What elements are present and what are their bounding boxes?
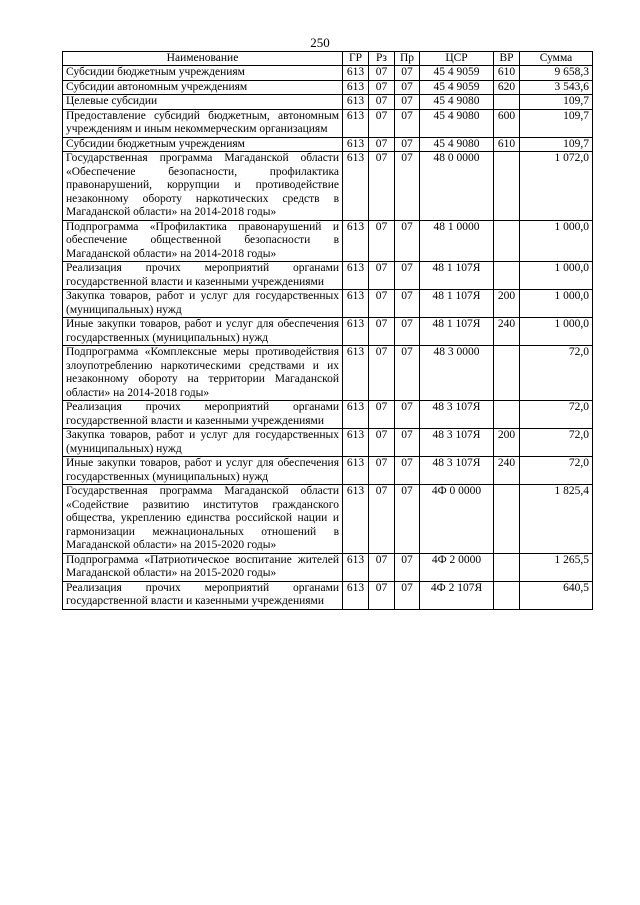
- row-csr-cell: 48 0 0000: [420, 152, 494, 221]
- row-name-cell: Целевые субсидии: [63, 95, 343, 110]
- row-name-cell: Закупка товаров, работ и услуг для государственных (муниципальных) нужд: [63, 290, 343, 318]
- row-csr-cell: 48 3 107Я: [420, 429, 494, 457]
- row-rz-cell: 07: [369, 401, 395, 429]
- row-gr-cell: 613: [343, 262, 369, 290]
- row-gr-cell: 613: [343, 80, 369, 95]
- row-pr-cell: 07: [395, 553, 420, 581]
- row-sum-cell: 109,7: [520, 109, 593, 137]
- row-sum-cell: 1 000,0: [520, 290, 593, 318]
- row-name-cell: Реализация прочих мероприятий органами государственной власти и казенными учреждениями: [63, 262, 343, 290]
- row-vr-cell: [494, 220, 520, 262]
- row-rz-cell: 07: [369, 80, 395, 95]
- row-csr-cell: 45 4 9059: [420, 66, 494, 81]
- row-rz-cell: 07: [369, 485, 395, 554]
- row-rz-cell: 07: [369, 220, 395, 262]
- table-row: [63, 66, 593, 81]
- row-rz-cell: 07: [369, 346, 395, 401]
- row-name-cell: Государственная программа Магаданской области «Обеспечение безопасности, профилактика правонарушений, коррупции и противодействие незаконному обороту наркотических средств в Магаданской области» на 2014-2018 годы»: [63, 152, 343, 221]
- table-row: [63, 137, 593, 152]
- row-rz-cell: 07: [369, 109, 395, 137]
- row-sum-cell: 3 543,6: [520, 80, 593, 95]
- table-body: [63, 66, 593, 610]
- row-csr-cell: 45 4 9080: [420, 95, 494, 110]
- table-row: [63, 318, 593, 346]
- row-vr-cell: [494, 346, 520, 401]
- row-rz-cell: 07: [369, 457, 395, 485]
- row-pr-cell: 07: [395, 262, 420, 290]
- row-gr-cell: 613: [343, 457, 369, 485]
- table-row: [63, 262, 593, 290]
- row-vr-cell: 200: [494, 290, 520, 318]
- row-csr-cell: 48 1 107Я: [420, 290, 494, 318]
- row-vr-cell: [494, 553, 520, 581]
- row-pr-cell: 07: [395, 109, 420, 137]
- row-pr-cell: 07: [395, 66, 420, 81]
- row-csr-cell: 48 3 107Я: [420, 401, 494, 429]
- row-name-cell: Подпрограмма «Патриотическое воспитание жителей Магаданской области» на 2015-2020 годы»: [63, 553, 343, 581]
- table-row: [63, 457, 593, 485]
- row-gr-cell: 613: [343, 581, 369, 609]
- row-rz-cell: 07: [369, 66, 395, 81]
- row-name-cell: Реализация прочих мероприятий органами государственной власти и казенными учреждениями: [63, 401, 343, 429]
- table-row: [63, 581, 593, 609]
- table-row: [63, 109, 593, 137]
- row-rz-cell: 07: [369, 553, 395, 581]
- row-vr-cell: 610: [494, 137, 520, 152]
- row-name-cell: Субсидии бюджетным учреждениям: [63, 137, 343, 152]
- header-row: [63, 52, 593, 66]
- row-vr-cell: [494, 152, 520, 221]
- row-rz-cell: 07: [369, 318, 395, 346]
- row-sum-cell: 1 000,0: [520, 262, 593, 290]
- row-gr-cell: 613: [343, 346, 369, 401]
- row-pr-cell: 07: [395, 581, 420, 609]
- row-sum-cell: 72,0: [520, 429, 593, 457]
- row-gr-cell: 613: [343, 109, 369, 137]
- row-name-cell: Субсидии бюджетным учреждениям: [63, 66, 343, 81]
- budget-table: [62, 51, 593, 610]
- row-name-cell: Закупка товаров, работ и услуг для государственных (муниципальных) нужд: [63, 429, 343, 457]
- column-header-sum: Сумма: [520, 52, 593, 66]
- row-vr-cell: [494, 95, 520, 110]
- row-pr-cell: 07: [395, 401, 420, 429]
- row-sum-cell: 72,0: [520, 346, 593, 401]
- row-vr-cell: 620: [494, 80, 520, 95]
- row-vr-cell: 240: [494, 457, 520, 485]
- row-sum-cell: 1 825,4: [520, 485, 593, 554]
- row-rz-cell: 07: [369, 429, 395, 457]
- row-csr-cell: 48 1 0000: [420, 220, 494, 262]
- row-csr-cell: 48 3 107Я: [420, 457, 494, 485]
- row-csr-cell: 45 4 9080: [420, 109, 494, 137]
- row-csr-cell: 48 3 0000: [420, 346, 494, 401]
- row-name-cell: Иные закупки товаров, работ и услуг для обеспечения государственных (муниципальных) нужд: [63, 457, 343, 485]
- table-row: [63, 429, 593, 457]
- row-pr-cell: 07: [395, 429, 420, 457]
- row-sum-cell: 72,0: [520, 401, 593, 429]
- row-gr-cell: 613: [343, 553, 369, 581]
- page-number: 250: [310, 35, 330, 50]
- row-csr-cell: 4Ф 0 0000: [420, 485, 494, 554]
- row-name-cell: Субсидии автономным учреждениям: [63, 80, 343, 95]
- row-gr-cell: 613: [343, 220, 369, 262]
- row-sum-cell: 1 000,0: [520, 220, 593, 262]
- row-sum-cell: 1 000,0: [520, 318, 593, 346]
- row-pr-cell: 07: [395, 220, 420, 262]
- row-sum-cell: 72,0: [520, 457, 593, 485]
- column-header-csr: ЦСР: [420, 52, 494, 66]
- table-row: [63, 152, 593, 221]
- row-gr-cell: 613: [343, 318, 369, 346]
- column-header-name: Наименование: [63, 52, 343, 66]
- row-pr-cell: 07: [395, 137, 420, 152]
- column-header-rz: Рз: [369, 52, 395, 66]
- row-rz-cell: 07: [369, 137, 395, 152]
- row-name-cell: Предоставление субсидий бюджетным, автономным учреждениям и иным некоммерческим организациям: [63, 109, 343, 137]
- row-name-cell: Иные закупки товаров, работ и услуг для обеспечения государственных (муниципальных) нужд: [63, 318, 343, 346]
- row-csr-cell: 48 1 107Я: [420, 262, 494, 290]
- row-name-cell: Подпрограмма «Комплексные меры противодействия злоупотреблению наркотическими средствами и их незаконному обороту на территории Магаданской области» на 2014-2018 годы»: [63, 346, 343, 401]
- row-name-cell: Государственная программа Магаданской области «Содействие развитию институтов гражданского общества, укреплению единства российской нации и гармонизации межнациональных отношений в Магаданской области» на 2015-2020 годы»: [63, 485, 343, 554]
- row-rz-cell: 07: [369, 262, 395, 290]
- table-row: [63, 346, 593, 401]
- row-pr-cell: 07: [395, 346, 420, 401]
- table-row: [63, 80, 593, 95]
- row-csr-cell: 45 4 9059: [420, 80, 494, 95]
- row-vr-cell: [494, 262, 520, 290]
- row-vr-cell: [494, 401, 520, 429]
- row-gr-cell: 613: [343, 401, 369, 429]
- row-pr-cell: 07: [395, 457, 420, 485]
- row-sum-cell: 109,7: [520, 137, 593, 152]
- row-csr-cell: 4Ф 2 0000: [420, 553, 494, 581]
- column-header-pr: Пр: [395, 52, 420, 66]
- row-gr-cell: 613: [343, 137, 369, 152]
- row-pr-cell: 07: [395, 152, 420, 221]
- table-row: [63, 485, 593, 554]
- row-gr-cell: 613: [343, 290, 369, 318]
- row-csr-cell: 45 4 9080: [420, 137, 494, 152]
- row-sum-cell: 1 072,0: [520, 152, 593, 221]
- table-row: [63, 553, 593, 581]
- row-rz-cell: 07: [369, 581, 395, 609]
- row-gr-cell: 613: [343, 429, 369, 457]
- row-vr-cell: [494, 581, 520, 609]
- row-gr-cell: 613: [343, 95, 369, 110]
- row-pr-cell: 07: [395, 485, 420, 554]
- row-rz-cell: 07: [369, 152, 395, 221]
- table-row: [63, 95, 593, 110]
- row-gr-cell: 613: [343, 485, 369, 554]
- row-rz-cell: 07: [369, 95, 395, 110]
- row-pr-cell: 07: [395, 80, 420, 95]
- row-name-cell: Реализация прочих мероприятий органами государственной власти и казенными учреждениями: [63, 581, 343, 609]
- column-header-gr: ГР: [343, 52, 369, 66]
- row-csr-cell: 4Ф 2 107Я: [420, 581, 494, 609]
- row-pr-cell: 07: [395, 318, 420, 346]
- row-vr-cell: 240: [494, 318, 520, 346]
- row-vr-cell: 200: [494, 429, 520, 457]
- table-row: [63, 401, 593, 429]
- row-gr-cell: 613: [343, 152, 369, 221]
- row-gr-cell: 613: [343, 66, 369, 81]
- row-sum-cell: 109,7: [520, 95, 593, 110]
- table-row: [63, 290, 593, 318]
- row-sum-cell: 1 265,5: [520, 553, 593, 581]
- row-vr-cell: 610: [494, 66, 520, 81]
- row-vr-cell: [494, 485, 520, 554]
- row-rz-cell: 07: [369, 290, 395, 318]
- row-vr-cell: 600: [494, 109, 520, 137]
- row-pr-cell: 07: [395, 95, 420, 110]
- row-csr-cell: 48 1 107Я: [420, 318, 494, 346]
- table-row: [63, 220, 593, 262]
- row-name-cell: Подпрограмма «Профилактика правонарушений и обеспечение общественной безопасности в Магаданской области» на 2014-2018 годы»: [63, 220, 343, 262]
- column-header-vr: ВР: [494, 52, 520, 66]
- row-sum-cell: 640,5: [520, 581, 593, 609]
- row-sum-cell: 9 658,3: [520, 66, 593, 81]
- row-pr-cell: 07: [395, 290, 420, 318]
